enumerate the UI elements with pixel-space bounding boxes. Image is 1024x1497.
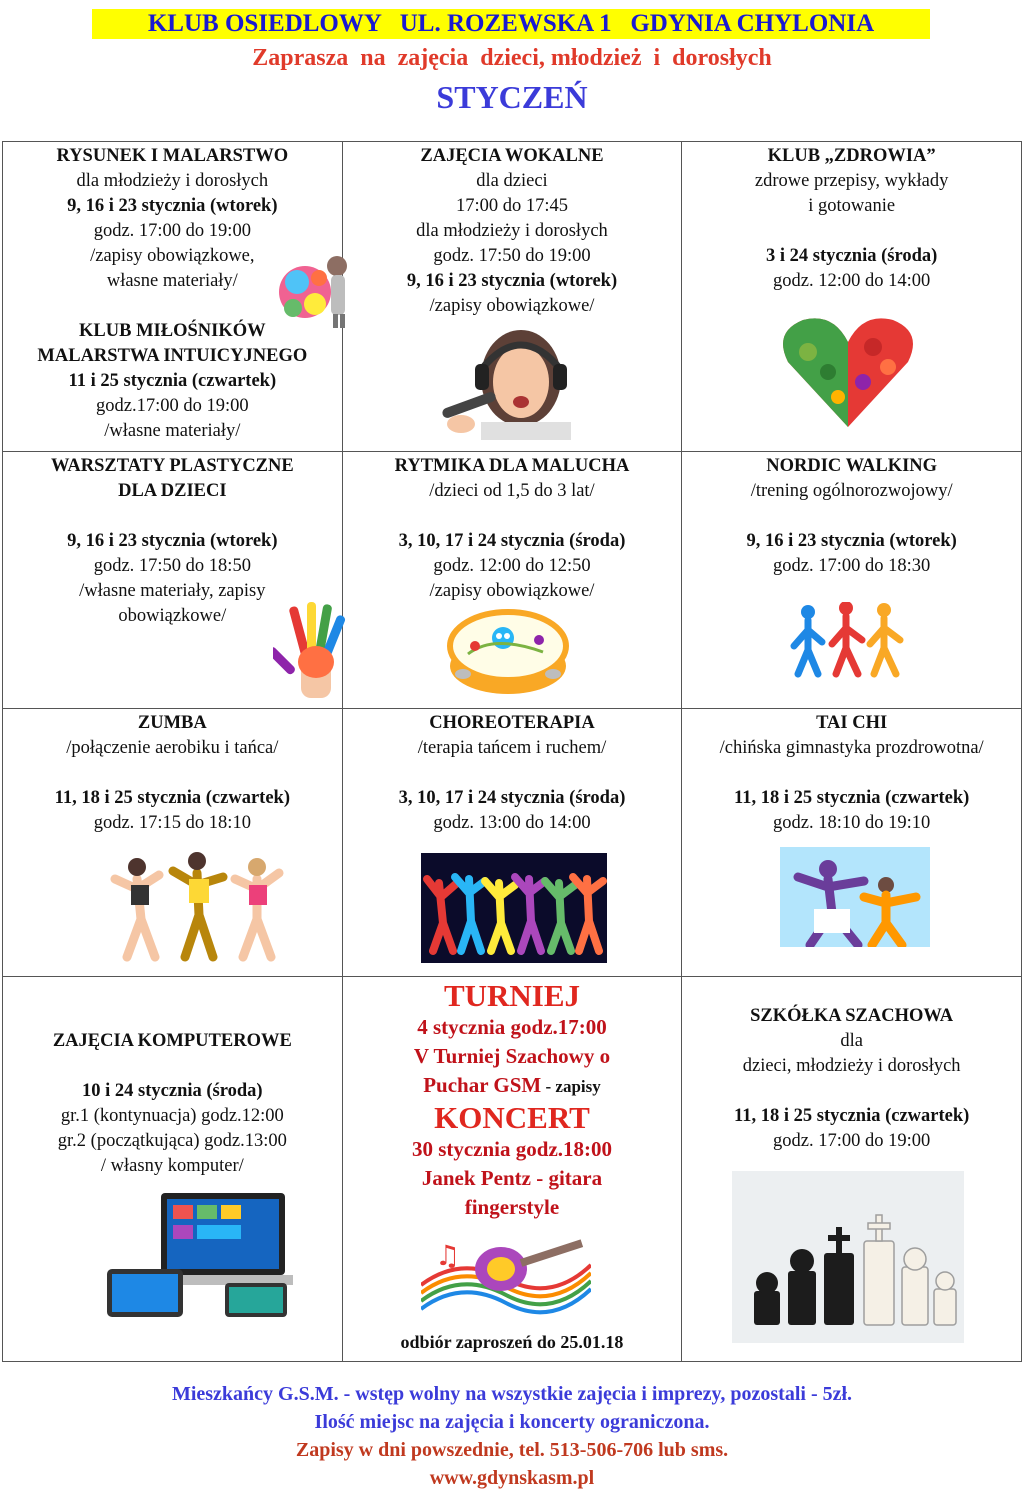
activity-dates: 3, 10, 17 i 24 stycznia (środa) xyxy=(398,531,626,551)
club-time: godz.17:00 do 19:00 xyxy=(96,396,249,416)
computer-devices-image xyxy=(103,1189,293,1319)
activity-title: ZAJĘCIA KOMPUTEROWE xyxy=(52,1031,292,1051)
activity-title: DLA DZIECI xyxy=(118,481,227,501)
cell-rytmika xyxy=(342,452,682,709)
cell-events xyxy=(342,977,682,1362)
activity-time: godz. 17:50 do 18:50 xyxy=(93,556,251,576)
activity-title: NORDIC WALKING xyxy=(766,456,938,476)
cell-szachy xyxy=(682,977,1022,1362)
activity-time: godz. 12:00 do 14:00 xyxy=(773,271,931,291)
tournament-name: V Turniej Szachowy o xyxy=(413,1044,611,1068)
activity-dates: 9, 16 i 23 stycznia (wtorek) xyxy=(67,196,278,216)
cell-komputerowe xyxy=(3,977,343,1362)
activity-description: zdrowe przepisy, wykłady xyxy=(754,171,949,191)
activity-title: RYTMIKA DLA MALUCHA xyxy=(394,456,630,476)
activity-time: godz. 17:00 do 19:00 xyxy=(93,221,251,241)
activity-note: własne materiały/ xyxy=(106,271,238,291)
activity-audience: /dzieci od 1,5 do 3 lat/ xyxy=(429,481,595,501)
tournament-date: 4 stycznia godz.17:00 xyxy=(417,1015,607,1039)
poster-footer xyxy=(0,1380,1024,1492)
activity-note: /zapisy obowiązkowe, xyxy=(90,246,255,266)
activity-time: godz. 17:50 do 19:00 xyxy=(433,246,591,266)
activity-audience: dla młodzieży i dorosłych xyxy=(76,171,269,191)
activity-time: godz. 18:10 do 19:10 xyxy=(773,813,931,833)
vegetable-heart-image xyxy=(778,312,918,432)
svg-text:♫: ♫ xyxy=(434,1239,460,1272)
activity-time: godz. 17:00 do 19:00 xyxy=(773,1131,931,1151)
activity-dates: 9, 16 i 23 stycznia (wtorek) xyxy=(67,531,278,551)
activity-audience: dla dzieci xyxy=(476,171,548,191)
invitation-note: odbiór zaproszeń do 25.01.18 xyxy=(400,1332,624,1352)
cell-nordic xyxy=(682,452,1022,709)
tournament-signup: - zapisy xyxy=(541,1077,601,1096)
activity-description: /terapia tańcem i ruchem/ xyxy=(417,738,607,758)
activity-note: /zapisy obowiązkowe/ xyxy=(429,296,595,316)
tambourine-image xyxy=(443,604,573,699)
chess-pieces-image xyxy=(732,1171,964,1343)
cell-warsztaty xyxy=(3,452,343,709)
singing-girl-image xyxy=(421,320,591,440)
activity-audience: dla młodzieży i dorosłych xyxy=(416,221,608,241)
tournament-cup-label: Puchar GSM xyxy=(423,1073,542,1097)
activity-note: / własny komputer/ xyxy=(100,1156,244,1176)
concert-performer: Janek Pentz - gitara xyxy=(421,1166,603,1190)
entry-info: Mieszkańcy G.S.M. - wstęp wolny na wszystkie zajęcia i imprezy, pozostali - 5zł. xyxy=(171,1383,853,1405)
activity-note: /zapisy obowiązkowe/ xyxy=(429,581,595,601)
guitar-music-image xyxy=(421,1235,591,1315)
nordic-walkers-image xyxy=(786,602,916,682)
activity-dates: 11, 18 i 25 stycznia (czwartek) xyxy=(54,788,290,808)
painted-hand-image xyxy=(273,600,353,700)
tournament-cup xyxy=(347,1071,678,1101)
club-title: MALARSTWA INTUICYJNEGO xyxy=(37,346,308,366)
activity-description: /chińska gimnastyka prozdrowotna/ xyxy=(719,738,984,758)
cell-taichi xyxy=(682,709,1022,977)
dance-silhouettes-image xyxy=(421,853,607,963)
month-heading: STYCZEŃ xyxy=(436,79,588,115)
cell-rysunek xyxy=(3,142,343,452)
zumba-dancers-image xyxy=(107,849,287,963)
cell-zdrowia xyxy=(682,142,1022,452)
activity-dates: 11, 18 i 25 stycznia (czwartek) xyxy=(734,1106,970,1126)
tournament-heading: TURNIEJ xyxy=(443,978,581,1013)
activity-description: /połączenie aerobiku i tańca/ xyxy=(66,738,279,758)
activity-title: ZAJĘCIA WOKALNE xyxy=(420,146,604,166)
signup-info: Zapisy w dni powszednie, tel. 513-506-706 lub sms. xyxy=(295,1439,729,1461)
activity-note: /własne materiały, zapisy xyxy=(79,581,266,601)
activity-title: WARSZTATY PLASTYCZNE xyxy=(50,456,294,476)
activity-time: godz. 17:00 do 18:30 xyxy=(773,556,931,576)
group-2: gr.2 (początkująca) godz.13:00 xyxy=(57,1131,287,1151)
activity-audience: dla xyxy=(840,1031,863,1051)
activity-time: godz. 13:00 do 14:00 xyxy=(433,813,591,833)
activity-time: 17:00 do 17:45 xyxy=(455,196,568,216)
activity-time: godz. 12:00 do 12:50 xyxy=(433,556,591,576)
activity-dates: 11, 18 i 25 stycznia (czwartek) xyxy=(734,788,970,808)
club-note: /własne materiały/ xyxy=(104,421,241,441)
activity-title: ZUMBA xyxy=(137,713,207,733)
activity-description: /trening ogólnorozwojowy/ xyxy=(750,481,953,501)
club-dates: 11 i 25 stycznia (czwartek) xyxy=(68,371,277,391)
activity-title: CHOREOTERAPIA xyxy=(429,713,595,733)
concert-date: 30 stycznia godz.18:00 xyxy=(411,1137,613,1161)
activity-audience: dzieci, młodzieży i dorosłych xyxy=(742,1056,961,1076)
concert-style: fingerstyle xyxy=(464,1195,560,1219)
tai-chi-image xyxy=(780,847,930,947)
activity-time: godz. 17:15 do 18:10 xyxy=(93,813,251,833)
concert-heading: KONCERT xyxy=(434,1100,590,1135)
cell-wokalne xyxy=(342,142,682,452)
schedule-grid xyxy=(2,141,1022,1362)
activity-title: RYSUNEK I MALARSTWO xyxy=(56,146,289,166)
activity-title: KLUB „ZDROWIA” xyxy=(767,146,936,166)
capacity-info: Ilość miejsc na zajęcia i koncerty ograniczona. xyxy=(314,1411,710,1433)
group-1: gr.1 (kontynuacja) godz.12:00 xyxy=(60,1106,284,1126)
website-link[interactable]: www.gdynskasm.pl xyxy=(429,1467,595,1489)
activity-title: SZKÓŁKA SZACHOWA xyxy=(750,1006,954,1026)
activity-dates: 3 i 24 stycznia (środa) xyxy=(766,246,938,266)
activity-dates: 10 i 24 stycznia (środa) xyxy=(82,1081,263,1101)
activity-note: obowiązkowe/ xyxy=(118,606,227,626)
club-title: KLUB OSIEDLOWY UL. ROZEWSKA 1 GDYNIA CHYLONIA xyxy=(92,9,930,39)
activity-dates: 9, 16 i 23 stycznia (wtorek) xyxy=(746,531,957,551)
club-title: KLUB MIŁOŚNIKÓW xyxy=(79,321,266,341)
cell-zumba xyxy=(3,709,343,977)
cell-choreoterapia xyxy=(342,709,682,977)
activity-title: TAI CHI xyxy=(816,713,888,733)
invitation-subtitle: Zaprasza na zajęcia dzieci, młodzież i dorosłych xyxy=(252,45,772,71)
activity-dates: 9, 16 i 23 stycznia (wtorek) xyxy=(406,271,618,291)
activity-dates: 3, 10, 17 i 24 stycznia (środa) xyxy=(398,788,626,808)
activity-description: i gotowanie xyxy=(808,196,896,216)
